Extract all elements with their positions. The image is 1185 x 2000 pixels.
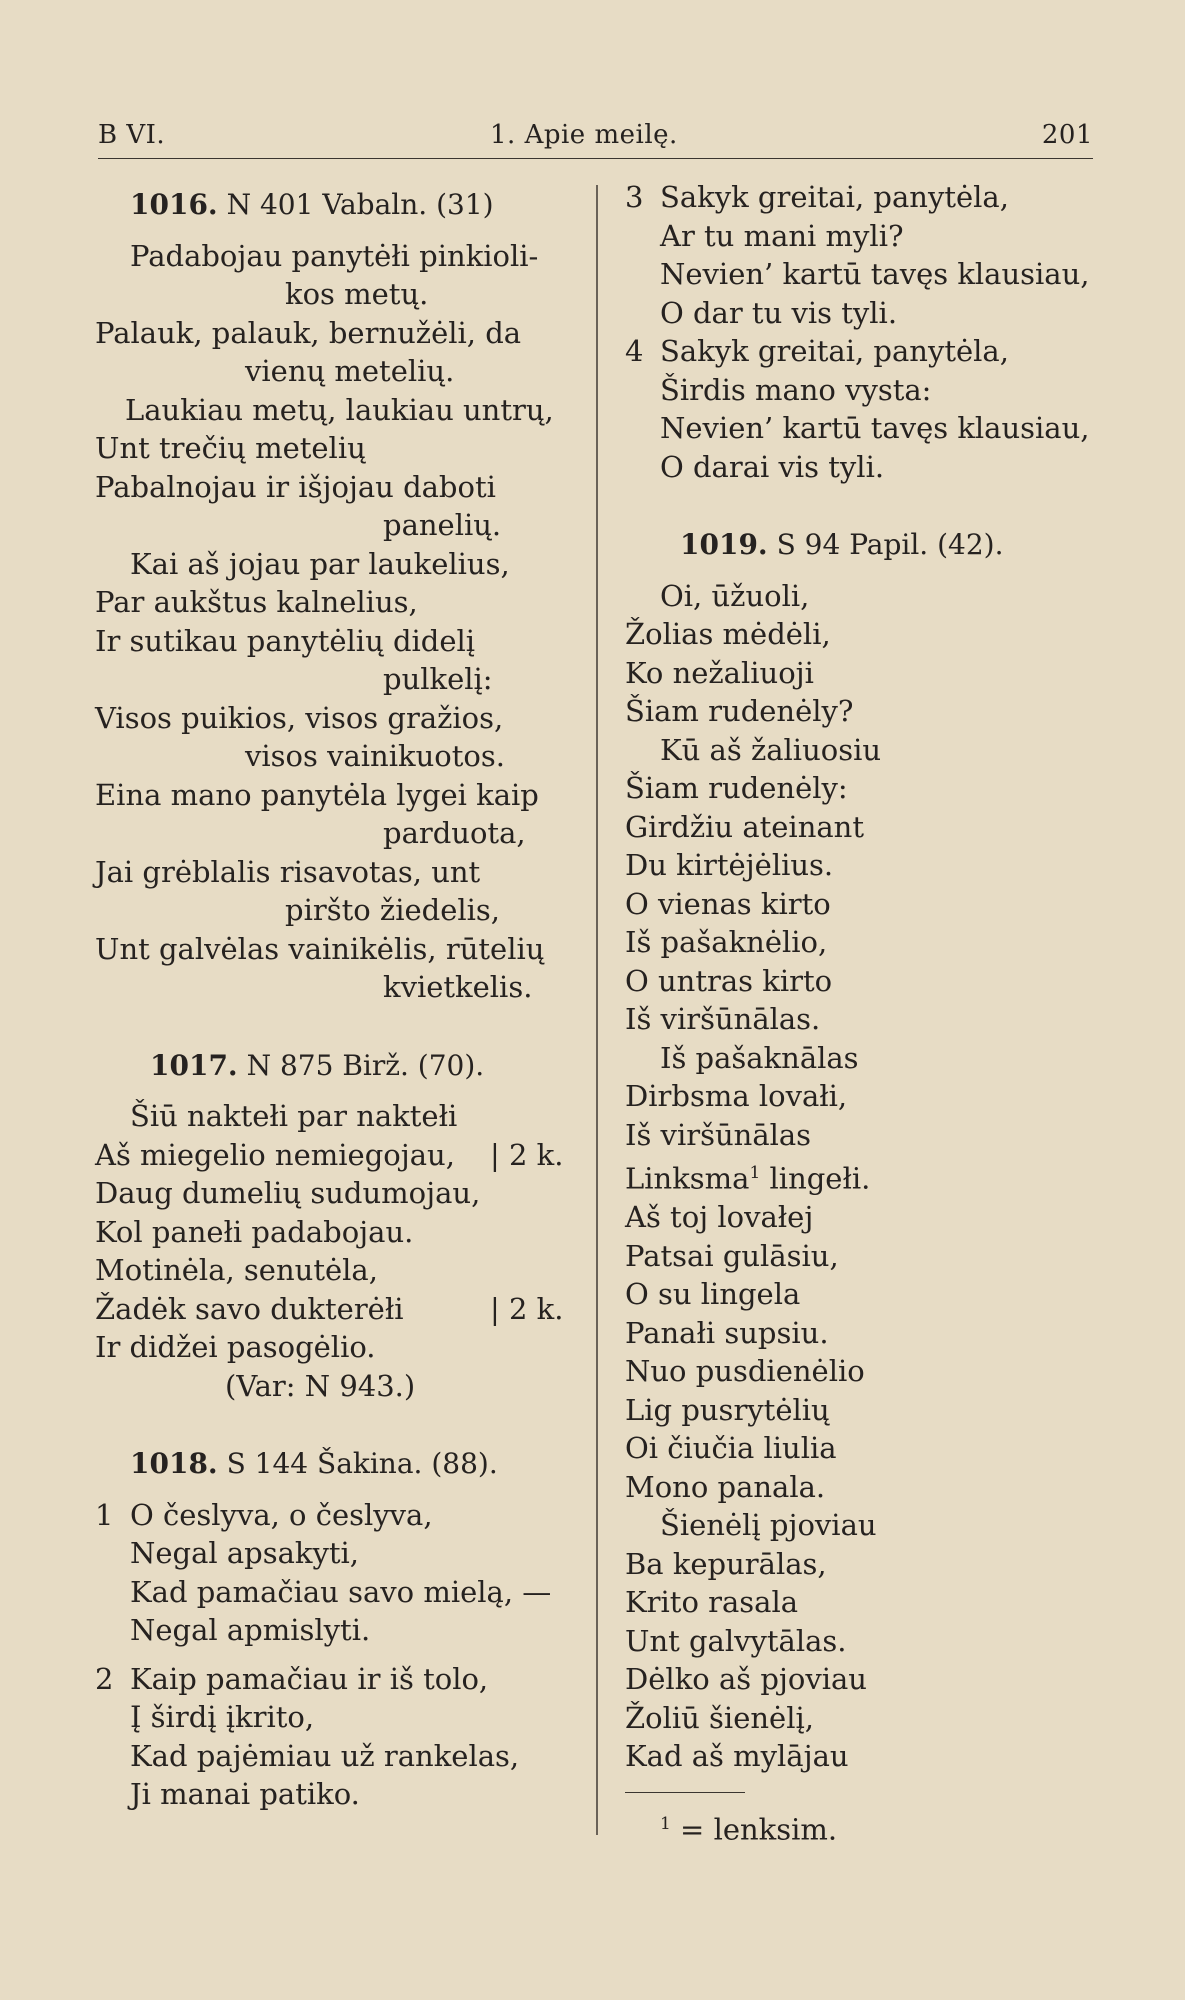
verse-line: Kad pamačiau savo mielą, —: [130, 1574, 552, 1609]
verse-line: Kū aš žaliuosiu: [660, 732, 882, 767]
verse-line: Iš viršūnālas: [625, 1117, 812, 1152]
verse-line: kvietkelis.: [383, 970, 533, 1004]
verse-line: [625, 178, 1095, 217]
verse-line: Ir didžei pasogėlio.: [95, 1330, 376, 1364]
verse-line: Par aukštus kalnelius,: [95, 585, 418, 619]
verse-line: Oi čiučia liulia: [625, 1431, 837, 1466]
song-heading-1016: [95, 186, 565, 225]
verse-line: Panałi supsiu.: [625, 1315, 829, 1350]
verse-line: Šiam rudenėly?: [625, 694, 854, 728]
verse-line: Laukiau metų, laukiau untrų,: [125, 392, 554, 427]
verse-line: parduota,: [383, 816, 526, 850]
verse-line: Mono panala.: [625, 1469, 826, 1504]
verse-line: Unt galvytālas.: [625, 1623, 847, 1658]
verse-line: visos vainikuotos.: [245, 739, 505, 773]
verse-line: [95, 1136, 565, 1175]
verse-line: [95, 1290, 565, 1329]
verse-text: lingełi.: [760, 1161, 871, 1196]
verse-line: Eina mano panytėla lygei kaip: [95, 777, 539, 812]
verse-line: Palauk, palauk, bernužėli, da: [95, 315, 522, 350]
footnote-rule: [625, 1792, 745, 1793]
verse-line: [95, 1660, 565, 1699]
verse-line: Visos puikios, visos gražios,: [95, 700, 504, 735]
verse-line: Dirbsma lovałi,: [625, 1079, 848, 1113]
song-source: S 144 Šakina. (88).: [217, 1447, 498, 1480]
variant-note: (Var: N 943.): [225, 1368, 416, 1403]
stanza-number: 1: [95, 1497, 114, 1532]
song-heading-1019: [625, 526, 1095, 565]
repeat-mark: | 2 k.: [490, 1291, 564, 1326]
section-label: B VI.: [98, 120, 166, 150]
verse-line: Kad aš mylājau: [625, 1739, 849, 1774]
verse-text: Aš miegelio nemiegojau,: [95, 1137, 455, 1172]
verse-line: Kad pajėmiau už rankelas,: [130, 1738, 520, 1773]
song-number: 1017.: [150, 1048, 238, 1082]
footnote-number: 1: [660, 1813, 671, 1834]
song-source: S 94 Papil. (42).: [767, 528, 1004, 561]
verse-line: Iš pašaknėlio,: [625, 925, 828, 959]
verse-line: Motinėla, senutėla,: [95, 1253, 378, 1287]
verse-line: Šiū naktełi par naktełi: [130, 1099, 458, 1133]
verse-line: Oi, ūžuoli,: [660, 578, 810, 613]
verse-line: pulkelį:: [383, 662, 493, 696]
verse-line: Krito rasala: [625, 1585, 799, 1620]
verse-line: Patsai gulāsiu,: [625, 1238, 839, 1273]
verse-line: Žoliū šienėlį,: [625, 1700, 814, 1735]
verse-line: O dar tu vis tyli.: [660, 295, 898, 330]
verse-line: panelių.: [383, 508, 502, 542]
right-column: [625, 178, 1095, 1849]
verse-line: [625, 332, 1095, 371]
verse-line: Daug dumelių sudumojau,: [95, 1176, 481, 1210]
verse-line: Iš viršūnālas.: [625, 1002, 821, 1036]
page-number: 201: [1041, 120, 1093, 150]
verse-line: Kai aš jojau par laukelius,: [130, 546, 510, 581]
verse-line: [95, 1496, 565, 1535]
stanza-number: 3: [625, 180, 644, 214]
verse-text: Linksma: [625, 1161, 750, 1196]
verse-line: Ir sutikau panytėlių didelį: [95, 623, 476, 658]
stanza-number: 2: [95, 1661, 114, 1696]
left-column: [95, 178, 565, 1814]
verse-line: Nevien’ kartū tavęs klausiau,: [660, 411, 1090, 445]
verse-line: Žolias mėdėli,: [625, 617, 831, 651]
verse-line: O su lingela: [625, 1277, 801, 1312]
verse-line: Šiam rudenėly:: [625, 771, 848, 805]
verse-line: Unt trečių metelių: [95, 431, 366, 465]
verse-line: Aš toj lovałej: [625, 1200, 814, 1235]
verse-line: Nuo pusdienėlio: [625, 1354, 865, 1389]
verse-text: Žadėk savo dukterėłi: [95, 1291, 404, 1326]
verse-line: Širdis mano vysta:: [660, 372, 932, 407]
verse-line: Du kirtėjėlius.: [625, 848, 834, 882]
song-heading-1017: [95, 1047, 565, 1086]
verse-line: O darai vis tyli.: [660, 449, 885, 484]
verse-line: Negal apmislyti.: [130, 1613, 371, 1647]
column-divider: [596, 185, 598, 1835]
song-number: 1018.: [130, 1447, 218, 1480]
footnote-ref: 1: [749, 1163, 761, 1183]
verse-line: Nevien’ kartū tavęs klausiau,: [660, 257, 1090, 291]
song-number: 1016.: [130, 188, 218, 221]
song-heading-1018: [95, 1445, 565, 1484]
verse-line: Į širdį įkrito,: [130, 1700, 315, 1734]
verse-text: Sakyk greitai, panytėla,: [660, 180, 1009, 214]
verse-line: Kol panełi padabojau.: [95, 1214, 414, 1249]
verse-line: Ji manai patiko.: [130, 1777, 360, 1811]
verse-line: [625, 1154, 1095, 1198]
verse-line: Ar tu mani myli?: [660, 218, 904, 253]
verse-line: kos metų.: [285, 277, 429, 311]
verse-line: Ko nežaliuoji: [625, 655, 814, 690]
verse-line: Dėlko aš pjoviau: [625, 1662, 867, 1697]
footnote: [625, 1805, 1095, 1849]
verse-line: Jai grėblalis risavotas, unt: [95, 854, 481, 889]
verse-line: Iš pašaknālas: [660, 1040, 859, 1075]
verse-line: vienų metelių.: [245, 354, 455, 388]
chapter-title: 1. Apie meilę.: [490, 120, 678, 150]
footnote-text: = lenksim.: [670, 1812, 838, 1847]
song-number: 1019.: [680, 528, 768, 561]
song-source: N 875 Birž. (70).: [237, 1048, 485, 1082]
verse-line: Šienėlį pjoviau: [660, 1508, 877, 1543]
verse-text: Sakyk greitai, panytėla,: [660, 334, 1009, 368]
verse-line: Girdžiu ateinant: [625, 809, 864, 844]
verse-line: piršto žiedelis,: [285, 893, 501, 927]
verse-line: Padabojau panytėłi pinkioli-: [130, 238, 539, 273]
stanza-number: 4: [625, 334, 644, 368]
running-head: [98, 118, 1093, 159]
verse-line: Ba kepurālas,: [625, 1546, 827, 1581]
verse-line: O untras kirto: [625, 963, 833, 998]
verse-text: Kaip pamačiau ir iš tolo,: [130, 1661, 489, 1696]
verse-text: O česlyva, o česlyva,: [130, 1497, 433, 1532]
verse-line: Unt galvėlas vainikėlis, rūtelių: [95, 931, 545, 966]
verse-line: Negal apsakyti,: [130, 1536, 360, 1570]
repeat-mark: | 2 k.: [490, 1137, 564, 1172]
song-source: N 401 Vabaln. (31): [217, 188, 494, 221]
verse-line: O vienas kirto: [625, 886, 831, 921]
verse-line: Lig pusrytėlių: [625, 1392, 830, 1427]
verse-line: Pabalnojau ir išjojau daboti: [95, 469, 496, 504]
